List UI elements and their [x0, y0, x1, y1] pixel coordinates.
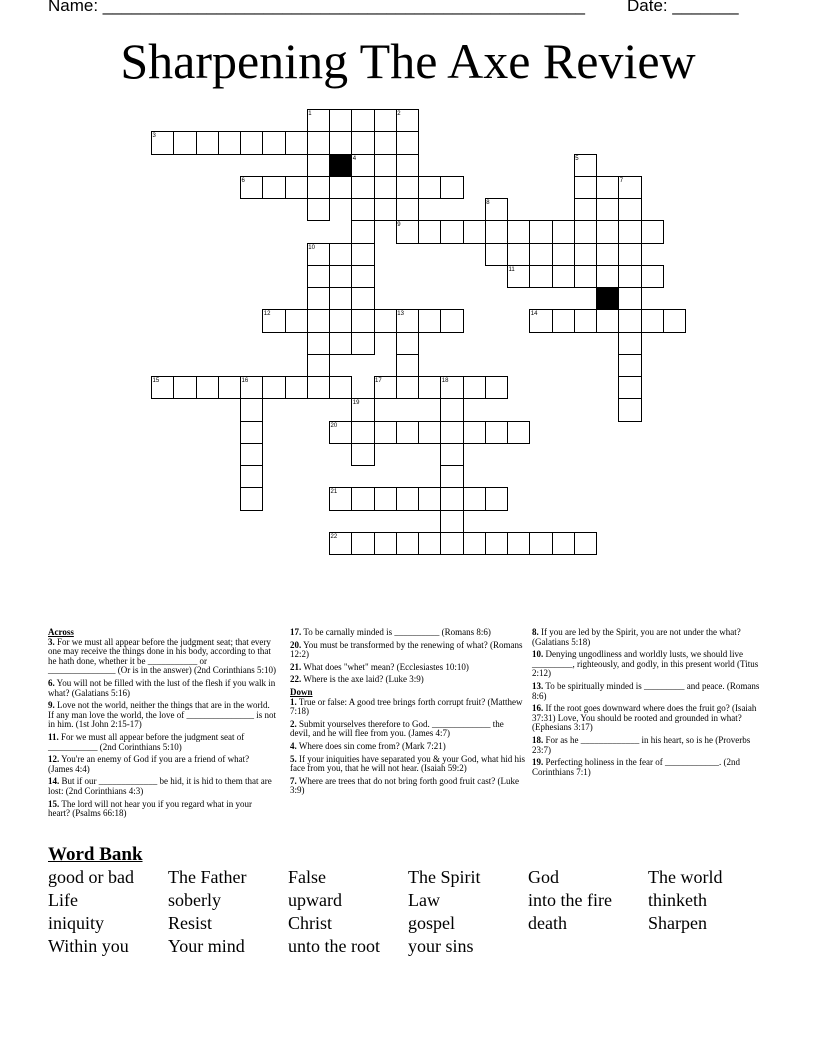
- crossword-cell[interactable]: [351, 109, 374, 132]
- crossword-cell[interactable]: [574, 532, 597, 555]
- crossword-cell[interactable]: [440, 487, 463, 510]
- crossword-cell[interactable]: [351, 309, 374, 332]
- crossword-cell[interactable]: [307, 332, 330, 355]
- crossword-cell[interactable]: [351, 198, 374, 221]
- clue-text: What does "whet" mean? (Ecclesiastes 10:10): [301, 661, 469, 672]
- crossword-cell[interactable]: [463, 532, 486, 555]
- crossword-cell[interactable]: [351, 131, 374, 154]
- crossword-cell[interactable]: [173, 131, 196, 154]
- word-bank-word: Christ: [288, 913, 333, 933]
- crossword-cell[interactable]: [285, 376, 308, 399]
- crossword-cell[interactable]: [552, 265, 575, 288]
- down-heading: Down: [290, 686, 313, 697]
- crossword-cell[interactable]: [262, 131, 285, 154]
- clue-number: 10.: [532, 649, 544, 660]
- clue-number: 15.: [48, 798, 60, 809]
- crossword-cell[interactable]: [440, 421, 463, 444]
- crossword-cell[interactable]: [396, 487, 419, 510]
- clue-item: [290, 641, 526, 660]
- word-bank-word: Within you: [48, 936, 129, 956]
- word-bank-word: your sins: [408, 936, 474, 956]
- crossword-cell[interactable]: [374, 176, 397, 199]
- clue-item: [48, 701, 276, 730]
- word-bank-word: death: [528, 913, 567, 933]
- crossword-cell[interactable]: [329, 176, 352, 199]
- crossword-cell[interactable]: [240, 398, 263, 421]
- crossword-cell[interactable]: [485, 532, 508, 555]
- crossword-cell[interactable]: [485, 243, 508, 266]
- crossword-cell[interactable]: [396, 532, 419, 555]
- crossword-cell[interactable]: [307, 154, 330, 177]
- crossword-cell[interactable]: [374, 487, 397, 510]
- crossword-cell[interactable]: [507, 421, 530, 444]
- crossword-cell[interactable]: [351, 220, 374, 243]
- word-bank-word: Life: [48, 890, 78, 910]
- crossword-cell[interactable]: [618, 354, 641, 377]
- clue-text: Where does sin come from? (Mark 7:21): [296, 740, 446, 751]
- crossword-cell[interactable]: [641, 220, 664, 243]
- clue-number: 12.: [48, 754, 60, 765]
- crossword-cell[interactable]: [351, 421, 374, 444]
- crossword-black-cell: [329, 154, 352, 177]
- crossword-cell[interactable]: [596, 176, 619, 199]
- word-bank-word: The Father: [168, 867, 247, 887]
- crossword-cell[interactable]: [507, 243, 530, 266]
- clue-text: If your iniquities have separated you & your God, what hid his face from you, that he will not hear. (Isaiah 59:2): [290, 753, 525, 774]
- crossword-cell[interactable]: [240, 465, 263, 488]
- word-bank-word: God: [528, 867, 559, 887]
- crossword-cell[interactable]: [329, 131, 352, 154]
- clue-text: You will not be filled with the lust of the flesh if you walk in what? (Galatians 5:16): [48, 677, 276, 698]
- crossword-cell[interactable]: [351, 243, 374, 266]
- crossword-cell[interactable]: [351, 287, 374, 310]
- crossword-cell[interactable]: [351, 443, 374, 466]
- crossword-cell[interactable]: [485, 487, 508, 510]
- word-bank-word: Your mind: [168, 936, 245, 956]
- crossword-cell[interactable]: [307, 176, 330, 199]
- crossword-cell[interactable]: [307, 198, 330, 221]
- clue-item: [290, 755, 526, 774]
- word-bank-word: soberly: [168, 890, 221, 910]
- clue-number: 19.: [532, 757, 544, 768]
- crossword-cell[interactable]: [618, 376, 641, 399]
- crossword-cell[interactable]: [374, 198, 397, 221]
- clue-number: 5.: [290, 753, 297, 764]
- crossword-cell[interactable]: [374, 421, 397, 444]
- word-bank-title: Word Bank: [48, 844, 143, 865]
- crossword-cell[interactable]: [374, 532, 397, 555]
- clue-text: Perfecting holiness in the fear of ____________. (2nd Corinthians 7:1): [532, 757, 740, 777]
- word-bank-word: thinketh: [648, 890, 707, 910]
- word-bank-word: Resist: [168, 913, 213, 933]
- word-bank-word: good or bad: [48, 867, 134, 887]
- crossword-cell[interactable]: [618, 398, 641, 421]
- date-field-label[interactable]: Date: _______: [627, 0, 739, 15]
- crossword-cell[interactable]: [240, 443, 263, 466]
- crossword-cell[interactable]: [529, 265, 552, 288]
- word-bank-word: unto the root: [288, 936, 380, 956]
- crossword-cell[interactable]: [351, 176, 374, 199]
- word-bank-word: gospel: [408, 913, 455, 933]
- clue-text: Where are trees that do not bring forth good fruit cast? (Luke 3:9): [290, 775, 520, 796]
- crossword-cell[interactable]: [218, 376, 241, 399]
- crossword-cell[interactable]: [552, 309, 575, 332]
- down-clues-list-continued: [532, 628, 768, 777]
- crossword-cell[interactable]: [485, 220, 508, 243]
- crossword-cell[interactable]: [329, 287, 352, 310]
- crossword-cell[interactable]: [329, 243, 352, 266]
- clue-number: 22.: [290, 674, 302, 685]
- clue-item: [532, 682, 768, 701]
- word-bank-word: False: [288, 867, 326, 887]
- clue-text: To be carnally minded is __________ (Romans 8:6): [301, 627, 491, 637]
- crossword-cell[interactable]: [418, 220, 441, 243]
- crossword-cell[interactable]: [529, 532, 552, 555]
- crossword-cell[interactable]: [574, 243, 597, 266]
- clue-number: 7.: [290, 775, 297, 786]
- clue-number: 21.: [290, 661, 302, 672]
- crossword-cell[interactable]: [463, 487, 486, 510]
- crossword-cell[interactable]: [440, 443, 463, 466]
- crossword-cell[interactable]: [574, 265, 597, 288]
- clue-item: [48, 679, 276, 698]
- crossword-cell[interactable]: [307, 131, 330, 154]
- clue-item: [48, 733, 276, 752]
- clues-column-3: [532, 628, 768, 780]
- crossword-cell[interactable]: [396, 332, 419, 355]
- crossword-cell[interactable]: [418, 532, 441, 555]
- clue-item: [290, 663, 526, 673]
- crossword-cell[interactable]: [307, 354, 330, 377]
- across-heading: Across: [48, 627, 74, 637]
- word-bank-word: Law: [408, 890, 440, 910]
- clue-number: 20.: [290, 639, 302, 650]
- crossword-cell[interactable]: [574, 220, 597, 243]
- page-title: Sharpening The Axe Review: [120, 33, 696, 89]
- clue-text: Submit yourselves therefore to God. _____________ the devil, and he will flee from you. (James 4:7): [290, 718, 504, 739]
- cell-number: 3: [152, 133, 156, 140]
- crossword-cell[interactable]: [596, 265, 619, 288]
- crossword-cell[interactable]: [440, 510, 463, 533]
- crossword-cell[interactable]: [440, 176, 463, 199]
- crossword-cell[interactable]: [307, 287, 330, 310]
- cell-number: 21: [330, 489, 338, 496]
- clue-item: [532, 758, 768, 777]
- crossword-cell[interactable]: [329, 265, 352, 288]
- clue-item: [290, 720, 526, 739]
- crossword-cell[interactable]: [618, 332, 641, 355]
- clue-text: If the root goes downward where does the fruit go? (Isaiah 37:31) Love, You should be rooted and grounded in what? (Ephesians 3:17): [532, 703, 757, 733]
- crossword-cell[interactable]: [463, 376, 486, 399]
- crossword-cell[interactable]: [641, 265, 664, 288]
- crossword-cell[interactable]: [463, 220, 486, 243]
- word-bank: [48, 844, 768, 958]
- cell-number: 18: [441, 378, 449, 384]
- crossword-cell[interactable]: [529, 220, 552, 243]
- crossword-cell[interactable]: [507, 532, 530, 555]
- cell-number: 7: [619, 177, 624, 184]
- clue-item: [48, 777, 276, 796]
- cell-number: 12: [263, 311, 271, 318]
- crossword-cell[interactable]: [596, 198, 619, 221]
- crossword-cell[interactable]: [507, 220, 530, 243]
- crossword-cell[interactable]: [374, 131, 397, 154]
- crossword-cell[interactable]: [240, 131, 263, 154]
- cell-number: 8: [486, 200, 490, 206]
- crossword-cell[interactable]: [552, 220, 575, 243]
- crossword-cell[interactable]: [440, 532, 463, 555]
- clue-text: For we must all appear before the judgment seat of ___________ (2nd Corinthians 5:10): [48, 731, 245, 752]
- crossword-cell[interactable]: [418, 487, 441, 510]
- clue-item: [532, 736, 768, 755]
- word-bank-word: iniquity: [48, 913, 105, 933]
- down-clues-list: [290, 698, 526, 796]
- cell-number: 13: [397, 311, 404, 318]
- crossword-cell[interactable]: [329, 376, 352, 399]
- crossword-cell[interactable]: [574, 198, 597, 221]
- cell-number: 14: [530, 311, 538, 318]
- crossword-cell[interactable]: [552, 532, 575, 555]
- clue-number: 8.: [532, 627, 539, 637]
- crossword-cell[interactable]: [396, 376, 419, 399]
- crossword-cell[interactable]: [618, 243, 641, 266]
- crossword-cell[interactable]: [396, 131, 419, 154]
- clue-number: 14.: [48, 776, 60, 787]
- crossword-cell[interactable]: [596, 309, 619, 332]
- crossword-cell[interactable]: [440, 220, 463, 243]
- crossword-cell[interactable]: [574, 176, 597, 199]
- crossword-cell[interactable]: [396, 154, 419, 177]
- crossword-cell[interactable]: [262, 176, 285, 199]
- clue-text: You're an enemy of God if you are a friend of what? (James 4:4): [48, 754, 250, 774]
- crossword-cell[interactable]: [351, 332, 374, 355]
- crossword-black-cell: [596, 287, 619, 310]
- name-field-label[interactable]: Name: ___________________________________________________: [48, 0, 585, 15]
- clue-text: For we must all appear before the judgment seat; that every one may receive the things done in his body, according to that he hath done, whether it be ___________ or _______________ (Or is in the answer) (2nd Corinthians 5:10): [48, 636, 276, 676]
- cell-number: 6: [241, 177, 245, 184]
- clue-text: Love not the world, neither the things that are in the world. If any man love the world, the love of _______________ is not in him. (1st John 2:15-17): [48, 700, 276, 730]
- clue-number: 9.: [48, 700, 55, 711]
- crossword-cell[interactable]: [596, 220, 619, 243]
- crossword-cell[interactable]: [552, 243, 575, 266]
- clue-number: 11.: [48, 731, 59, 742]
- crossword-cell[interactable]: [329, 332, 352, 355]
- clue-item: [532, 704, 768, 733]
- crossword-cell[interactable]: [218, 131, 241, 154]
- clue-text: The lord will not hear you if you regard what in your heart? (Psalms 66:18): [48, 798, 253, 819]
- cell-number: 20: [330, 422, 338, 429]
- word-bank-word: Sharpen: [648, 913, 707, 933]
- clue-item: [48, 638, 276, 676]
- clues-column-1: [48, 628, 276, 822]
- crossword-cell[interactable]: [285, 309, 308, 332]
- crossword-cell[interactable]: [351, 487, 374, 510]
- cell-number: 4: [352, 155, 357, 162]
- crossword-cell[interactable]: [618, 309, 641, 332]
- cell-number: 10: [308, 244, 315, 251]
- clue-text: For as he _____________ in his heart, so is he (Proverbs 23:7): [532, 734, 751, 755]
- clue-number: 3.: [48, 636, 55, 647]
- crossword-cell[interactable]: [529, 243, 552, 266]
- clue-item: [290, 628, 526, 638]
- crossword-cell[interactable]: [329, 309, 352, 332]
- crossword-cell[interactable]: [374, 309, 397, 332]
- clue-item: [48, 800, 276, 819]
- crossword-cell[interactable]: [618, 220, 641, 243]
- crossword-cell[interactable]: [307, 376, 330, 399]
- clue-text: But if our _____________ be hid, it is hid to them that are lost: (2nd Corinthians 4:3): [48, 776, 272, 796]
- crossword-cell[interactable]: [418, 376, 441, 399]
- crossword-cell[interactable]: [329, 109, 352, 132]
- clue-number: 2.: [290, 718, 297, 729]
- crossword-cell[interactable]: [418, 309, 441, 332]
- crossword-cell[interactable]: [440, 465, 463, 488]
- crossword-cell[interactable]: [240, 421, 263, 444]
- crossword-cell[interactable]: [618, 198, 641, 221]
- crossword-cell[interactable]: [641, 309, 664, 332]
- clue-item: [290, 742, 526, 752]
- clue-item: [290, 698, 526, 717]
- word-bank-list: [48, 866, 768, 958]
- word-bank-word: The world: [648, 867, 723, 887]
- crossword-cell[interactable]: [485, 421, 508, 444]
- crossword-cell[interactable]: [596, 243, 619, 266]
- crossword-cell[interactable]: [351, 532, 374, 555]
- cell-number: 19: [352, 400, 360, 407]
- crossword-cell[interactable]: [396, 354, 419, 377]
- clue-number: 17.: [290, 627, 302, 637]
- crossword-cell[interactable]: [396, 198, 419, 221]
- cell-number: 16: [241, 378, 249, 384]
- crossword-cell[interactable]: [485, 376, 508, 399]
- cell-number: 22: [330, 533, 338, 540]
- across-clues-list: [48, 638, 276, 819]
- clue-text: True or false: A good tree brings forth corrupt fruit? (Matthew 7:18): [290, 696, 523, 717]
- cell-number: 15: [152, 378, 160, 384]
- crossword-cell[interactable]: [374, 109, 397, 132]
- word-bank-word: upward: [288, 890, 342, 910]
- crossword-cell[interactable]: [418, 176, 441, 199]
- crossword-cell[interactable]: [396, 421, 419, 444]
- crossword-cell[interactable]: [440, 309, 463, 332]
- clue-text: You must be transformed by the renewing of what? (Romans 12:2): [290, 639, 523, 660]
- crossword-cell[interactable]: [262, 376, 285, 399]
- crossword-cell[interactable]: [351, 265, 374, 288]
- clue-text: If you are led by the Spirit, you are not under the what? (Galatians 5:18): [532, 627, 741, 647]
- clue-number: 13.: [532, 680, 544, 691]
- crossword-cell[interactable]: [374, 154, 397, 177]
- crossword-cell[interactable]: [196, 376, 219, 399]
- crossword-cell[interactable]: [663, 309, 686, 332]
- cell-number: 9: [397, 222, 401, 229]
- clue-item: [532, 650, 768, 679]
- clue-item: [290, 675, 526, 685]
- cell-number: 1: [308, 111, 312, 117]
- cell-number: 17: [375, 378, 382, 384]
- clue-number: 4.: [290, 740, 297, 751]
- crossword-cell[interactable]: [618, 287, 641, 310]
- crossword-cell[interactable]: [418, 421, 441, 444]
- clue-text: To be spiritually minded is _________ and peace. (Romans 8:6): [532, 680, 760, 701]
- crossword-cell[interactable]: [307, 265, 330, 288]
- crossword-cell[interactable]: [285, 176, 308, 199]
- crossword-cell[interactable]: [463, 421, 486, 444]
- clue-text: Where is the axe laid? (Luke 3:9): [301, 674, 424, 685]
- crossword-cell[interactable]: [618, 265, 641, 288]
- crossword-cell[interactable]: [196, 131, 219, 154]
- crossword-cell[interactable]: [285, 131, 308, 154]
- across-clues-list-continued: [290, 628, 526, 685]
- crossword-cell[interactable]: [396, 176, 419, 199]
- clue-item: [532, 628, 768, 647]
- word-bank-word: The Spirit: [408, 867, 481, 887]
- crossword-cell[interactable]: [440, 398, 463, 421]
- clues-column-2: [290, 628, 526, 799]
- crossword-cell[interactable]: [574, 309, 597, 332]
- clue-number: 18.: [532, 734, 544, 745]
- clue-text: Denying ungodliness and worldly lusts, we should live _________, righteously, and godly, in this present world (Titus 2:12): [532, 649, 759, 679]
- cell-number: 5: [575, 155, 579, 162]
- clue-number: 1.: [290, 696, 297, 707]
- word-bank-word: into the fire: [528, 890, 612, 910]
- crossword-cell[interactable]: [240, 487, 263, 510]
- clue-item: [290, 777, 526, 796]
- crossword-cell[interactable]: [307, 309, 330, 332]
- cell-number: 2: [397, 111, 401, 117]
- clue-number: 16.: [532, 703, 544, 714]
- clue-item: [48, 755, 276, 774]
- clue-number: 6.: [48, 677, 55, 688]
- crossword-cell[interactable]: [173, 376, 196, 399]
- cell-number: 11: [508, 266, 515, 273]
